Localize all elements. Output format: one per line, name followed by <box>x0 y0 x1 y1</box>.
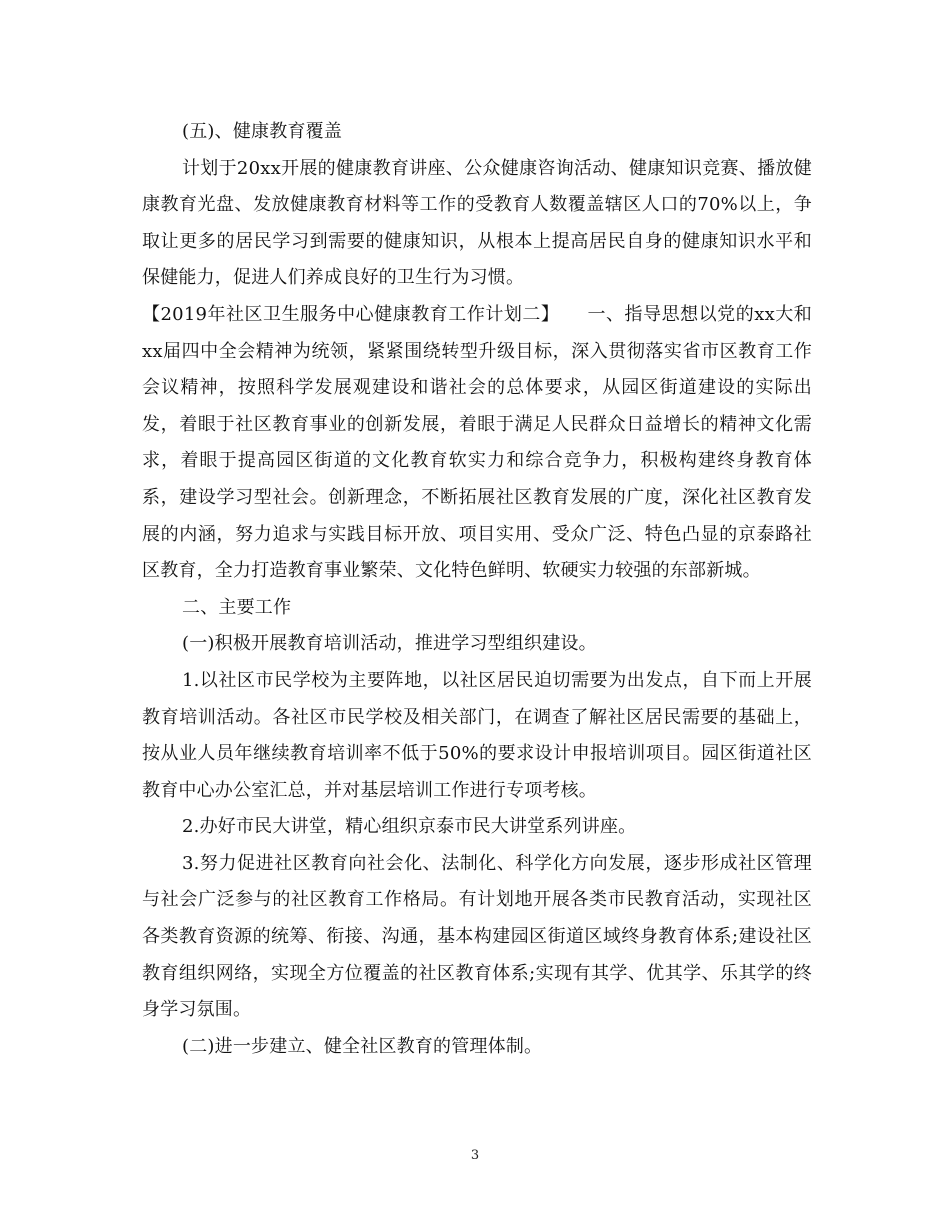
list-item: 3.努力促进社区教育向社会化、法制化、科学化方向发展，逐步形成社区管理与社会广泛参与的社区教育工作格局。有计划地开展各类市民教育活动，实现社区各类教育资源的统筹、衔接、沟通，基本构建园区街道区域终身教育体系;建设社区教育组织网络，实现全方位覆盖的社区教育体系;实现有其学、优其学、乐其学的终身学习氛围。 <box>142 852 812 1021</box>
subsection-heading: (一)积极开展教育培训活动，推进学习型组织建设。 <box>182 633 597 655</box>
paragraph: 计划于20xx开展的健康教育讲座、公众健康咨询活动、健康知识竞赛、播放健康教育光盘、发放健康教育材料等工作的受教育人数覆盖辖区人口的70%以上，争取让更多的居民学习到需要的健康知识，从根本上提高居民自身的健康知识水平和保健能力，促进人们养成良好的卫生行为习惯。 <box>142 157 812 289</box>
document-body <box>142 114 812 1065</box>
page-number: 3 <box>470 1148 480 1163</box>
section-heading: (五)、健康教育覆盖 <box>182 121 343 142</box>
list-item: 1.以社区市民学校为主要阵地，以社区居民迫切需要为出发点，自下而上开展教育培训活动。各社区市民学校及相关部门，在调查了解社区居民需要的基础上，按从业人员年继续教育培训率不低于50%的要求设计申报培训项目。园区街道社区教育中心办公室汇总，并对基层培训工作进行专项考核。 <box>142 669 812 801</box>
list-item: 2.办好市民大讲堂，精心组织京泰市民大讲堂系列讲座。 <box>182 816 637 838</box>
section-heading: 二、主要工作 <box>182 596 292 618</box>
paragraph: 【2019年社区卫生服务中心健康教育工作计划二】 一、指导思想以党的xx大和xx届四中全会精神为统领，紧紧围绕转型升级目标，深入贯彻落实省市区教育工作会议精神，按照科学发展观建设和谐社会的总体要求，从园区街道建设的实际出发，着眼于社区教育事业的创新发展，着眼于满足人民群众日益增长的精神文化需求，着眼于提高园区街道的文化教育软实力和综合竞争力，积极构建终身教育体系，建设学习型社会。创新理念，不断拓展社区教育发展的广度，深化社区教育发展的内涵，努力追求与实践目标开放、项目实用、受众广泛、特色凸显的京泰路社区教育，全力打造教育事业繁荣、文化特色鲜明、软硬实力较强的东部新城。 <box>142 303 812 582</box>
subsection-heading: (二)进一步建立、健全社区教育的管理体制。 <box>182 1035 543 1057</box>
